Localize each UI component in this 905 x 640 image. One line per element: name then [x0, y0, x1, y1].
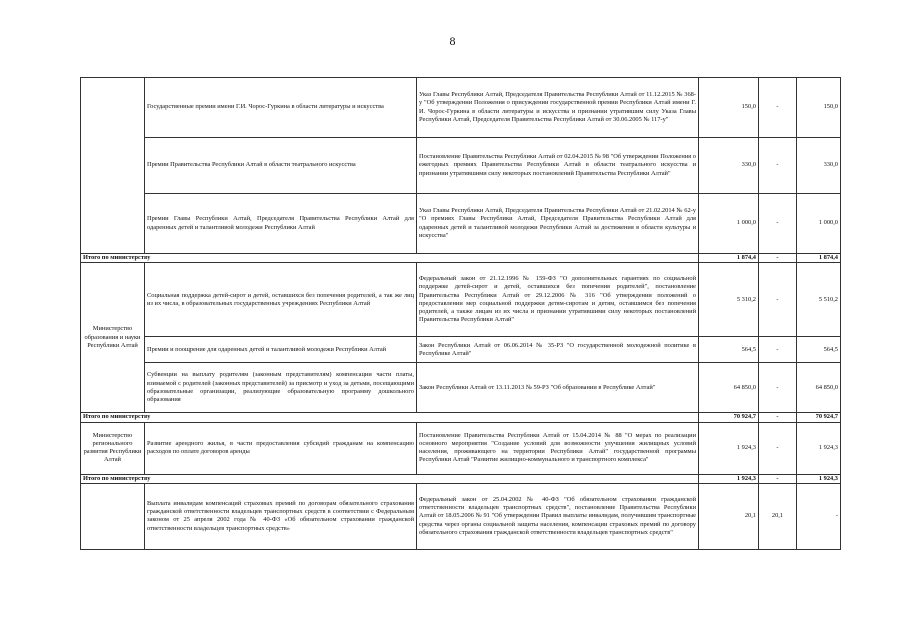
total-amount: 70 924,7 — [699, 413, 759, 422]
basis-cell: Постановление Правительства Республики Алтай от 02.04.2015 № 98 "Об утверждении Положения о ежегодных премиях Правительства Республики Алтай в области театрального искусства и признании утратившими силу некоторых постановлений Правительства Республики Алтай" — [417, 138, 699, 194]
basis-cell: Постановление Правительства Республики Алтай от 15.04.2014 № 88 "О мерах по реализации основного мероприятия "Создание условий для возможности улучшения жилищных условий населения, проживающего на территории Республики Алтай" государственной программы Республики Алтай "Развитие жилищно-коммунального и транспортного комплекса" — [417, 422, 699, 474]
total-amount: 1 924,3 — [699, 474, 759, 483]
measure-cell: Субвенции на выплату родителям (законным представителям) компенсации части платы, взимаемой с родителей (законных представителей) за присмотр и уход за детьми, посещающими образовательные организации, реализующие образовательную программу дошкольного образования — [145, 363, 417, 413]
total-row — [81, 254, 841, 263]
amount-cell: - — [759, 138, 797, 194]
amount-cell: 330,0 — [699, 138, 759, 194]
basis-cell: Федеральный закон от 21.12.1996 № 159-ФЗ "О дополнительных гарантиях по социальной поддержке детей-сирот и детей, оставшихся без попечения родителей", постановление Правительства Республики Алтай от 29.12.2006 № 316 "Об утверждении положений о предоставлении мер социальной поддержки детям-сиротам и детям, оставшимся без попечения родителей, а также лицам из их числа и признании утратившими силу некоторых постановлений Правительства Республики Алтай" — [417, 263, 699, 337]
amount-cell: - — [759, 337, 797, 363]
amount-cell: - — [759, 422, 797, 474]
total-label: Итого по министерству — [81, 413, 699, 422]
page-number: 8 — [449, 34, 456, 48]
total-amount: - — [759, 254, 797, 263]
measure-cell: Выплата инвалидам компенсаций страховых премий по договорам обязательного страхования гражданской ответственности владельцев транспортных средств в соответствии с Федеральным законом от 25 апреля 2002 года № 40-ФЗ «Об обязательном страховании гражданской ответственности владельцев транспортных средств» — [145, 483, 417, 549]
amount-cell: 1 000,0 — [699, 194, 759, 254]
total-row — [81, 474, 841, 483]
table-row — [81, 263, 841, 337]
measure-cell: Государственные премии имени Г.И. Чорос-Гуркина в области литературы и искусства — [145, 78, 417, 138]
amount-cell: - — [759, 363, 797, 413]
total-label: Итого по министерству — [81, 474, 699, 483]
measure-cell: Премии и поощрение для одаренных детей и талантливой молодежи Республики Алтай — [145, 337, 417, 363]
total-amount: 70 924,7 — [797, 413, 841, 422]
total-amount: 1 874,4 — [699, 254, 759, 263]
table-row — [81, 337, 841, 363]
amount-cell: 20,1 — [699, 483, 759, 549]
total-amount: 1 874,4 — [797, 254, 841, 263]
amount-cell: - — [759, 78, 797, 138]
table-row — [81, 422, 841, 474]
table-row — [81, 483, 841, 549]
table-row — [81, 194, 841, 254]
amount-cell: 20,1 — [759, 483, 797, 549]
amount-cell: 564,5 — [699, 337, 759, 363]
ministry-cell — [81, 78, 145, 254]
amount-cell: 1 924,3 — [699, 422, 759, 474]
amount-cell: - — [759, 194, 797, 254]
amount-cell: 5 510,2 — [797, 263, 841, 337]
amount-cell: 5 310,2 — [699, 263, 759, 337]
measure-cell: Премии Главы Республики Алтай, Председателя Правительства Республики Алтай для одаренных детей и талантливой молодежи Республики Алтай — [145, 194, 417, 254]
amount-cell: 150,0 — [699, 78, 759, 138]
amount-cell: 1 000,0 — [797, 194, 841, 254]
basis-cell: Федеральный закон от 25.04.2002 № 40-ФЗ "Об обязательном страховании гражданской ответственности владельцев транспортных средств", постановление Правительства Республики Алтай от 18.05.2006 № 91 "Об утверждении Правил выплаты инвалидам, получившим транспортные средства через органы социальной защиты населения, компенсации страховых премий по договору обязательного страхования гражданской ответственности владельцев транспортных средств" — [417, 483, 699, 549]
amount-cell: 64 850,0 — [699, 363, 759, 413]
total-amount: - — [759, 474, 797, 483]
total-amount: 1 924,3 — [797, 474, 841, 483]
amount-cell: - — [759, 263, 797, 337]
amount-cell: 64 850,0 — [797, 363, 841, 413]
budget-table — [80, 77, 841, 550]
measure-cell: Премии Правительства Республики Алтай в области театрального искусства — [145, 138, 417, 194]
table-row — [81, 78, 841, 138]
amount-cell: 564,5 — [797, 337, 841, 363]
basis-cell: Закон Республики Алтай от 06.06.2014 № 35-РЗ "О государственной молодежной политике в Республике Алтай" — [417, 337, 699, 363]
table-row — [81, 138, 841, 194]
basis-cell: Закон Республики Алтай от 13.11.2013 № 59-РЗ "Об образовании в Республике Алтай" — [417, 363, 699, 413]
measure-cell: Развитие арендного жилья, в части предоставления субсидий гражданам на компенсацию расходов по оплате договоров аренды — [145, 422, 417, 474]
amount-cell: 150,0 — [797, 78, 841, 138]
table-row — [81, 363, 841, 413]
measure-cell: Социальная поддержка детей-сирот и детей, оставшихся без попечения родителей, а так же лиц из их числа, в образовательных государственных учреждениях Республики Алтай — [145, 263, 417, 337]
amount-cell: 330,0 — [797, 138, 841, 194]
total-label: Итого по министерству — [81, 254, 699, 263]
ministry-name: Министерство образования и науки Республики Алтай — [81, 263, 145, 413]
ministry-cell — [81, 483, 145, 549]
amount-cell: - — [797, 483, 841, 549]
amount-cell: 1 924,3 — [797, 422, 841, 474]
total-amount: - — [759, 413, 797, 422]
ministry-name: Министерство регионального развития Республики Алтай — [81, 422, 145, 474]
basis-cell: Указ Главы Республики Алтай, Председателя Правительства Республики Алтай от 11.12.2015 № 368-у "Об утверждении Положения о присуждении государственной премии Республики Алтай имени Г. И. Чорос-Гуркина в области литературы и искусства и признании утратившим силу Указа Главы Республики Алтай, Председателя Правительства Республики Алтай от 30.06.2005 № 117-у" — [417, 78, 699, 138]
basis-cell: Указ Главы Республики Алтай, Председателя Правительства Республики Алтай от 21.02.2014 № 62-у "О премиях Главы Республики Алтай, Председателя Правительства Республики Алтай для одаренных детей и талантливой молодежи Республики Алтай за достижения в области культуры и искусства" — [417, 194, 699, 254]
total-row — [81, 413, 841, 422]
